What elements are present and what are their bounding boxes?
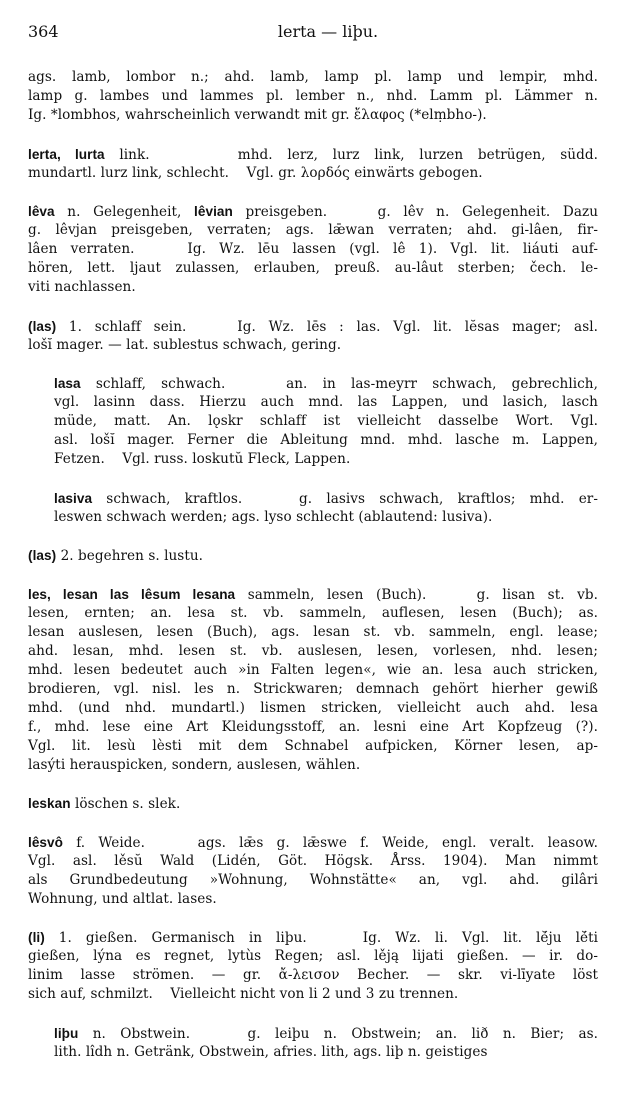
- text-line: [28, 661, 598, 680]
- entry-text: als Grundbedeutung »Wohnung, Wohnstätte« an, vgl. ahd. gilâri: [28, 871, 598, 888]
- text-line: [28, 928, 598, 947]
- entry-text: viti nachlassen.: [28, 279, 136, 295]
- entry-text: mhd. lesen bedeutet auch »in Falten legen«, wie an. lesa auch stricken,: [28, 661, 598, 678]
- entry-text: Vgl. asl. lěsŭ Wald (Lidén, Göt. Högsk. Årss. 1904). Man nimmt: [28, 852, 598, 869]
- text-line: [54, 393, 598, 412]
- entry-text: linim lasse strömen. — gr. ἄ-λεισον Becher. — skr. vi-līyate löst: [28, 967, 598, 983]
- entry-text: mhd. (und nhd. mundartl.) lismen stricken, vielleicht auch ahd. lesa: [28, 699, 598, 716]
- text-line: [28, 68, 598, 87]
- text-line: [54, 489, 598, 508]
- text-line: [28, 890, 598, 909]
- entry-text: asl. lošĭ mager. Ferner die Ableitung mnd. mhd. lasche m. Lappen,: [54, 432, 598, 448]
- text-line: [28, 794, 598, 813]
- text-line: [28, 833, 598, 852]
- text-line: [28, 87, 598, 106]
- entry-text: 2. begehren s. lustu.: [56, 548, 204, 564]
- entry-text: sich auf, schmilzt. Vielleicht nicht von li 2 und 3 zu trennen.: [28, 986, 459, 1002]
- dictionary-entry: [28, 68, 598, 125]
- dictionary-entry: [28, 585, 598, 775]
- entry-text: n. Gelegenheit,: [54, 204, 195, 220]
- headword: liþu: [54, 1025, 79, 1041]
- text-line: [28, 756, 598, 775]
- entry-text: mundartl. lurz link, schlecht. Vgl. gr. λορδός einwärts gebogen.: [28, 164, 483, 181]
- entry-text: löschen s. slek.: [70, 796, 181, 812]
- text-line: [28, 642, 598, 661]
- text-line: [54, 431, 598, 450]
- entry-text: schlaff, schwach. an. in las-meyrr schwach, gebrechlich,: [80, 376, 598, 392]
- page-number: 364: [28, 22, 59, 41]
- headword: lêva: [28, 204, 55, 219]
- dictionary-entry: [28, 833, 598, 909]
- text-line: [28, 966, 598, 985]
- entry-text: leswen schwach werden; ags. lyso schlecht (ablautend: lusiva).: [54, 508, 493, 525]
- running-header: [28, 22, 598, 46]
- text-line: [28, 718, 598, 737]
- dictionary-entry: [28, 489, 598, 527]
- entry-text: g. lêvjan preisgeben, verraten; ags. lǣwan verraten; ahd. gi-lâen, fir-: [28, 222, 598, 238]
- headword: lasa: [54, 376, 81, 391]
- text-line: [54, 374, 598, 393]
- page-title: lerta — liþu.: [277, 22, 379, 41]
- entry-text: gießen, lýna es regnet, lytùs Regen; asl. lěją lijati gießen. — ir. do-: [28, 948, 598, 964]
- dictionary-entry: [28, 202, 598, 297]
- text-line: [28, 106, 598, 125]
- headword: (las): [28, 548, 57, 563]
- text-line: [28, 221, 598, 240]
- headword: lasiva: [54, 490, 93, 506]
- dictionary-entry: [28, 317, 598, 355]
- entry-text: sammeln, lesen (Buch). g. lisan st. vb.: [235, 586, 598, 603]
- entry-text: lamp g. lambes und lammes pl. lember n., nhd. Lamm pl. Lämmer n.: [28, 88, 598, 104]
- dictionary-entry: [28, 794, 598, 813]
- text-line: [28, 317, 598, 336]
- text-line: [28, 852, 598, 871]
- entry-text: f., mhd. lese eine Art Kleidungsstoff, an. lesni eine Art Kopfzeug (?).: [28, 718, 598, 735]
- entry-text: lâen verraten. Ig. Wz. lēu lassen (vgl. lê 1). Vgl. lit. liáuti auf-: [28, 241, 598, 257]
- entry-text: müde, matt. An. lǫskr schlaff ist vielleicht dasselbe Wort. Vgl.: [54, 413, 598, 429]
- text-line: [28, 623, 598, 642]
- entry-text: link. mhd. lerz, lurz link, lurzen betrügen, südd.: [104, 146, 598, 163]
- entry-text: lith. lîdh n. Getränk, Obstwein, afries. lith, ags. liþ n. geistiges: [54, 1043, 488, 1060]
- entry-text: preisgeben. g. lêv n. Gelegenheit. Dazu: [232, 204, 599, 220]
- text-line: [28, 585, 598, 604]
- text-line: [28, 680, 598, 699]
- text-line: [28, 947, 598, 966]
- dictionary-entry: [28, 928, 598, 1004]
- entry-text: f. Weide. ags. lǣs g. lǣswe f. Weide, engl. veralt. leasow.: [63, 834, 598, 851]
- entry-text: Fetzen. Vgl. russ. loskutŭ Fleck, Lappen.: [54, 451, 351, 467]
- entry-text: hören, lett. ljaut zulassen, erlauben, preuß. au-lâut sterben; čech. le-: [28, 260, 598, 276]
- text-line: [28, 737, 598, 756]
- entry-text: lesan auslesen, lesen (Buch), ags. lesan st. vb. sammeln, engl. lease;: [28, 623, 598, 640]
- headword: lêvian: [194, 204, 233, 219]
- entry-text: lošĭ mager. — lat. sublestus schwach, gering.: [28, 336, 342, 353]
- dictionary-entry: [28, 374, 598, 469]
- text-line: [28, 145, 598, 164]
- entry-text: vgl. lasinn dass. Hierzu auch mnd. las Lappen, und lasich, lasch: [54, 394, 598, 410]
- entry-text: 1. gießen. Germanisch in liþu. Ig. Wz. li. Vgl. lit. lĕ́ju lĕ́ti: [44, 930, 598, 946]
- entry-text: brodieren, vgl. nisl. les n. Strickwaren; demnach gehört hierher gewiß: [28, 680, 598, 697]
- headword: (las): [28, 318, 57, 334]
- headword: (li): [28, 930, 45, 945]
- text-line: [28, 164, 598, 183]
- entry-text: Vgl. lit. lesù lèsti mit dem Schnabel aufpicken, Körner lesen, ap-: [28, 737, 598, 754]
- headword: lerta, lurta: [28, 146, 105, 162]
- headword: leskan: [28, 796, 71, 811]
- entry-text: schwach, kraftlos. g. lasivs schwach, kraftlos; mhd. er-: [92, 490, 598, 507]
- dictionary-body: [28, 68, 598, 1081]
- headword: lêsvô: [28, 834, 64, 850]
- entry-text: ags. lamb, lombor n.; ahd. lamb, lamp pl. lamp und lempir, mhd.: [28, 69, 598, 85]
- text-line: [54, 450, 598, 469]
- text-line: [54, 1024, 598, 1043]
- dictionary-entry: [28, 546, 598, 565]
- entry-text: n. Obstwein. g. leiþu n. Obstwein; an. lið n. Bier; as.: [78, 1025, 598, 1042]
- dictionary-entry: [28, 1024, 598, 1062]
- text-line: [54, 1043, 598, 1062]
- text-line: [28, 871, 598, 890]
- text-line: [28, 202, 598, 221]
- entry-text: ahd. lesan, mhd. lesen st. vb. auslesen, lesen, vorlesen, nhd. lesen;: [28, 642, 598, 659]
- entry-text: lasýti herauspicken, sondern, auslesen, wählen.: [28, 756, 361, 773]
- dictionary-entry: [28, 145, 598, 183]
- text-line: [54, 508, 598, 527]
- text-line: [28, 699, 598, 718]
- entry-text: Wohnung, und altlat. lases.: [28, 890, 217, 907]
- entry-text: 1. schlaff sein. Ig. Wz. lēs : las. Vgl. lit. lĕsas mager; asl.: [56, 318, 598, 335]
- headword: les, lesan las lêsum lesana: [28, 586, 236, 602]
- text-line: [28, 604, 598, 623]
- text-line: [28, 240, 598, 259]
- text-line: [28, 985, 598, 1004]
- entry-text: Ig. *lombhos, wahrscheinlich verwandt mit gr. ἔλαφος (*elṃbho-).: [28, 107, 487, 123]
- text-line: [54, 412, 598, 431]
- text-line: [28, 336, 598, 355]
- text-line: [28, 546, 598, 565]
- entry-text: lesen, ernten; an. lesa st. vb. sammeln, auflesen, lesen (Buch); as.: [28, 604, 598, 621]
- text-line: [28, 278, 598, 297]
- text-line: [28, 259, 598, 278]
